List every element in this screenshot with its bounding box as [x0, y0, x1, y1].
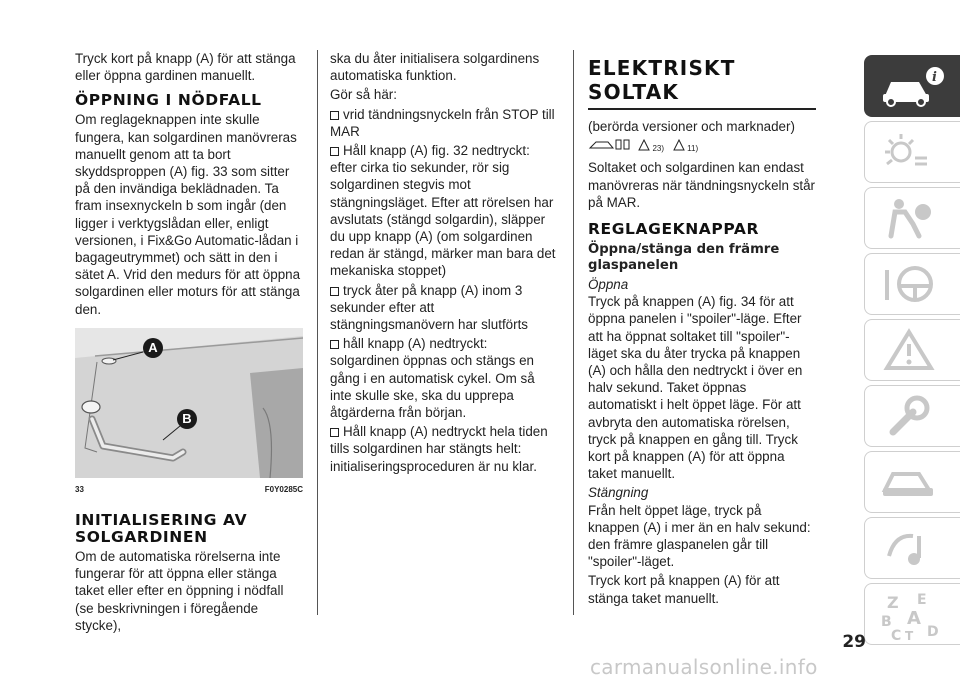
tab-dashboard-lights[interactable]: [864, 121, 960, 183]
warning-triangle-icon: [673, 139, 685, 151]
figure-33: [75, 328, 303, 478]
square-bullet-icon: [330, 424, 339, 433]
close-text: Från helt öppet läge, tryck på knappen (A) i mer än en halv sekund: den främre glaspanelen går till "spoiler"-läget.: [588, 502, 811, 570]
open-text: Tryck på knappen (A) fig. 34 för att öppna panelen i "spoiler"-läge. Efter att ha öppnat soltaket till "spoiler"-läget ska du åter trycka på knappen (A) och hålla den nedtryckt i över en halv sekund. Taket öppnas automatiskt i helt öppet läge. För att avbryta den automatiska rörelsen, tryck på knappen en gång till. Tryck kort på knappen (A) för att öppna taket manuellt.: [588, 294, 803, 482]
multimedia-icon: [879, 526, 939, 570]
column-1: [75, 50, 303, 636]
ref-23: 23): [652, 144, 665, 154]
controls-heading: REGLAGEKNAPPAR: [588, 220, 760, 239]
steering-wheel-icon: [879, 262, 939, 306]
warning-triangle-icon: [879, 328, 939, 372]
step-3: tryck åter på knapp (A) inom 3 sekunder efter att stängningsmanövern har slutförts: [330, 282, 528, 333]
step-2: Håll knapp (A) fig. 32 nedtryckt: efter cirka tio sekunder, rör sig solgardinen stegvis mot stängningsläget. Efter att rörelsen har avslutats (stängd solgardin), släpper du upp knapp (A) (om solgardinen redan är stängd, märker man bara det mekaniska stoppet): [330, 143, 556, 279]
initialization-heading: INITIALISERING AV SOLGARDINEN: [75, 511, 248, 547]
column-2: [330, 50, 558, 477]
index-letter-b: B: [881, 614, 892, 630]
ref-11: 11): [687, 144, 699, 154]
warning-triangle-icon: [638, 139, 650, 151]
step-1: vrid tändningsnyckeln från STOP till MAR: [330, 106, 555, 139]
tab-airbag-safety[interactable]: [864, 187, 960, 249]
square-bullet-icon: [330, 107, 339, 116]
square-bullet-icon: [330, 283, 339, 292]
figure-caption: [75, 481, 303, 498]
tab-service[interactable]: [864, 385, 960, 447]
tab-multimedia[interactable]: [864, 517, 960, 579]
tab-steering-wheel[interactable]: [864, 253, 960, 315]
index-letter-c: C: [891, 628, 902, 642]
tab-car-specs[interactable]: [864, 451, 960, 513]
chapter-rule: [588, 108, 816, 110]
intro-text: Tryck kort på knapp (A) för att stänga eller öppna gardinen manuellt.: [75, 51, 296, 84]
square-bullet-icon: [330, 143, 339, 152]
versions-note: (berörda versioner och marknader): [588, 119, 795, 134]
index-letter-d: D: [927, 624, 939, 640]
page-number: 29: [842, 632, 866, 652]
chapter-sidebar: [864, 55, 960, 649]
close-text-manual: Tryck kort på knappen (A) för att stänga taket manuellt.: [588, 573, 780, 606]
tab-index[interactable]: [864, 583, 960, 645]
dashboard-lights-icon: [879, 130, 939, 174]
label-b-badge: B: [177, 409, 197, 429]
column-3: [588, 50, 816, 609]
figure-number: 33: [75, 484, 84, 494]
index-letter-t: T: [905, 629, 914, 642]
column-divider-1: [317, 50, 318, 615]
front-panel-subheading: Öppna/stänga den främre glaspanelen: [588, 242, 780, 274]
label-a-badge: A: [143, 338, 163, 358]
watermark: carmanualsonline.info: [590, 655, 818, 679]
emergency-text: Om reglageknappen inte skulle fungera, kan solgardinen manövreras manuellt genom att ta bort skyddsproppen (A) fig. 33 som sitter på den invändiga beklädnaden. Ta fram insexnyckeln b som ingår (den ligger i verktygslådan eller, enligt versionen, i Fix&Go Automatic-lådan i bagageutrymmet) och sätt in den i sätet A. Vrid den medurs för att öppna solgardinen eller moturs för att stänga den.: [75, 112, 301, 317]
roof-operation-text: Soltaket och solgardinen kan endast manövreras när tändningsnyckeln står på MAR.: [588, 160, 816, 210]
index-abc-icon: [879, 592, 949, 642]
car-options-icon: [588, 137, 636, 151]
step-4: håll knapp (A) nedtryckt: solgardinen öppnas och stängs en gång i en automatisk cykel. Om så inte skulle ske, ska du upprepa åtgärderna från början.: [330, 336, 535, 421]
tab-warning[interactable]: [864, 319, 960, 381]
index-letter-a: A: [907, 608, 921, 629]
instructions-lead: Gör så här:: [330, 87, 397, 103]
index-letter-z: Z: [887, 593, 899, 612]
continued-text: ska du åter initialisera solgardinens automatiska funktion.: [330, 51, 540, 84]
open-label: Öppna: [588, 277, 629, 293]
figure-code: F0Y0285C: [264, 484, 303, 494]
close-label: Stängning: [588, 485, 649, 501]
car-specs-icon: [879, 460, 939, 504]
index-letter-e: E: [917, 592, 927, 608]
column-divider-2: [573, 50, 574, 615]
airbag-safety-icon: [879, 196, 939, 240]
emergency-heading: ÖPPNING I NÖDFALL: [75, 91, 262, 110]
symbols-row: [588, 137, 816, 157]
car-info-icon: [879, 64, 949, 108]
initialization-text: Om de automatiska rörelserna inte fungerar för att öppna eller stänga taket eller efter en öppning i nödfall (se beskrivningen i föregående stycke),: [75, 549, 284, 633]
svg-text:i: i: [932, 70, 937, 85]
roof-lining-illustration: [75, 328, 303, 478]
step-5: Håll knapp (A) nedtryckt hela tiden tills solgardinen har stängts helt: initialiseringsproceduren är nu klar.: [330, 424, 548, 474]
tab-car-info[interactable]: [864, 55, 960, 117]
wrench-service-icon: [879, 394, 939, 438]
chapter-title: ELEKTRISKT SOLTAK: [588, 56, 736, 104]
square-bullet-icon: [330, 336, 339, 345]
